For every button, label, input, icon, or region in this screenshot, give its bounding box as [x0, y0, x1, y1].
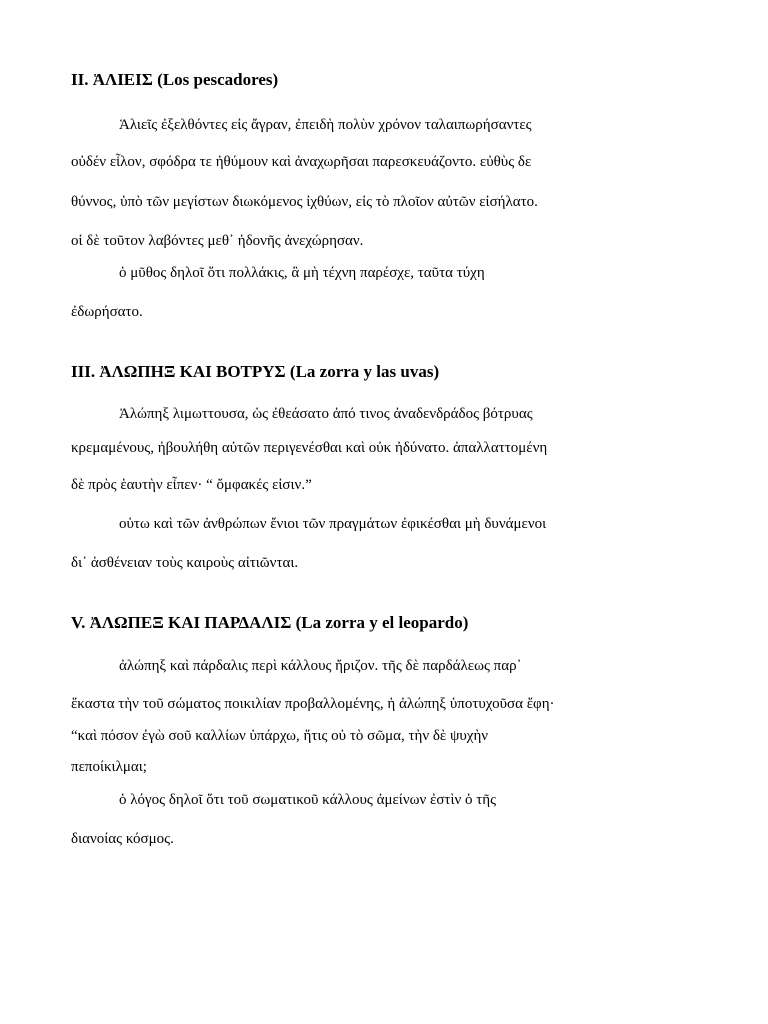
moral-line: διανοίας κόσμος. [71, 831, 174, 847]
paragraph-line: Ἁλιεῖς ἐξελθόντες εἰς ἄγραν, ἐπειδὴ πολὺν χρόνον ταλαιπωρήσαντες [119, 117, 532, 133]
paragraph-line: δὲ πρὸς ἑαυτὴν εἶπεν· “ ὄμφακές εἰσιν.” [71, 477, 312, 493]
paragraph-line: οἱ δὲ τοῦτον λαβόντες μεθ᾽ ἡδονῆς ἀνεχώρησαν. [71, 233, 364, 249]
paragraph-line: πεποίκιλμαι; [71, 759, 147, 775]
paragraph-line: “καὶ πόσον ἐγὼ σοῦ καλλίων ὑπάρχω, ἥτις οὐ τὸ σῶμα, τὴν δὲ ψυχὴν [71, 728, 489, 744]
moral-line: ὁ μῦθος δηλοῖ ὅτι πολλάκις, ἃ μὴ τέχνη παρέσχε, ταῦτα τύχη [119, 265, 485, 281]
paragraph-line: οὐδέν εἷλον, σφόδρα τε ἠθύμουν καὶ ἀναχωρῆσαι παρεσκευάζοντο. εὐθὺς δε [71, 154, 532, 170]
paragraph-line: ἕκαστα τὴν τοῦ σώματος ποικιλίαν προβαλλομένης, ἡ ἀλώπηξ ὑποτυχοῦσα ἔφη· [71, 696, 555, 712]
paragraph-line: κρεμαμένους, ἠβουλήθη αὐτῶν περιγενέσθαι καὶ οὐκ ἠδύνατο. ἀπαλλαττομένη [71, 440, 548, 456]
section-heading-alopex-botrys: III. ἈΛΩΠΗΞ ΚΑΙ ΒΟΤΡΥΣ (La zorra y las uvas) [71, 362, 440, 381]
paragraph-line: Ἀλώπηξ λιμωττουσα, ὡς ἐθεάσατο ἀπό τινος ἀναδενδράδος βότρυας [119, 406, 533, 422]
section-heading-alieis: II. ἉΛΙΕΙΣ (Los pescadores) [71, 70, 279, 89]
paragraph-line: θύννος, ὑπὸ τῶν μεγίστων διωκόμενος ἰχθύων, εἰς τὸ πλοῖον αὐτῶν εἰσήλατο. [71, 194, 538, 210]
section-heading-alopex-pardalis: V. ἈΛΩΠΕΞ ΚΑΙ ΠΑΡΔΑΛΙΣ (La zorra y el leopardo) [71, 613, 469, 632]
moral-line: ἐδωρήσατο. [71, 304, 143, 320]
moral-line: δι᾽ ἀσθένειαν τοὺς καιροὺς αἰτιῶνται. [71, 555, 299, 571]
paragraph-line: ἀλώπηξ καὶ πάρδαλις περὶ κάλλους ἤριζον. τῆς δὲ παρδάλεως παρ᾽ [119, 658, 522, 674]
moral-line: οὑτω καὶ τῶν ἀνθρώπων ἔνιοι τῶν πραγμάτων ἐφικέσθαι μὴ δυνάμενοι [119, 516, 547, 532]
moral-line: ὁ λόγος δηλοῖ ὅτι τοῦ σωματικοῦ κάλλους ἀμείνων ἐστὶν ὁ τῆς [119, 792, 497, 808]
